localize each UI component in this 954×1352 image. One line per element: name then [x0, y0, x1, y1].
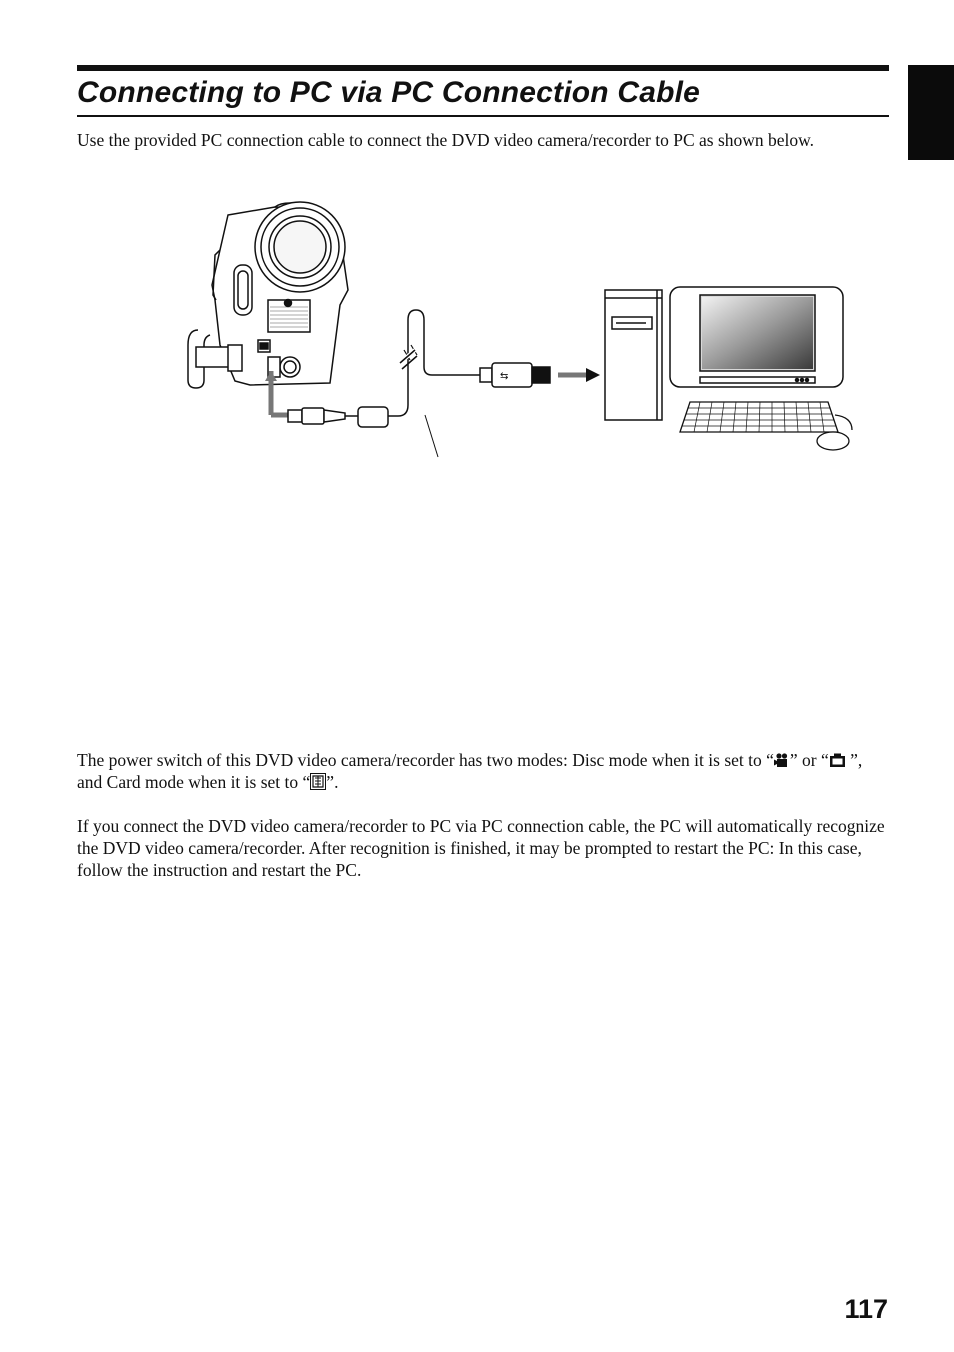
card-mode-icon: [310, 773, 326, 790]
power-modes-text-2: ” or “: [789, 750, 829, 770]
keyboard-illustration: [680, 402, 838, 432]
power-modes-paragraph: [77, 749, 889, 793]
page-number: 117: [844, 1294, 888, 1324]
header-top-rule: [77, 65, 889, 71]
pc-tower-illustration: [605, 290, 662, 420]
movie-camera-icon: [774, 752, 790, 768]
camcorder-illustration: [188, 202, 348, 388]
chapter-side-tab: [908, 65, 954, 160]
still-camera-icon: [829, 752, 846, 768]
connect-arrow-pc: [558, 368, 600, 382]
recognition-paragraph: If you connect the DVD video camera/recorder to PC via PC connection cable, the PC will automatically recognize the DVD video camera/recorder. After recognition is finished, it may be prompted to restart the PC: In this case, follow the instruction and restart the PC.: [77, 816, 885, 880]
intro-paragraph: Use the provided PC connection cable to connect the DVD video camera/recorder to PC as shown below.: [77, 130, 815, 150]
svg-text:⇆: ⇆: [500, 371, 509, 382]
header-bottom-rule: [77, 115, 889, 117]
monitor-illustration: [670, 287, 843, 387]
power-modes-text-1: The power switch of this DVD video camera/recorder has two modes: Disc mode when it is set to “: [77, 750, 774, 770]
power-modes-text-4: ”.: [326, 772, 339, 792]
power-modes-text-3: ”, and Card mode when it is set to “: [77, 750, 863, 792]
page-title: Connecting to PC via PC Connection Cable: [77, 76, 701, 109]
connection-diagram: [180, 195, 860, 470]
